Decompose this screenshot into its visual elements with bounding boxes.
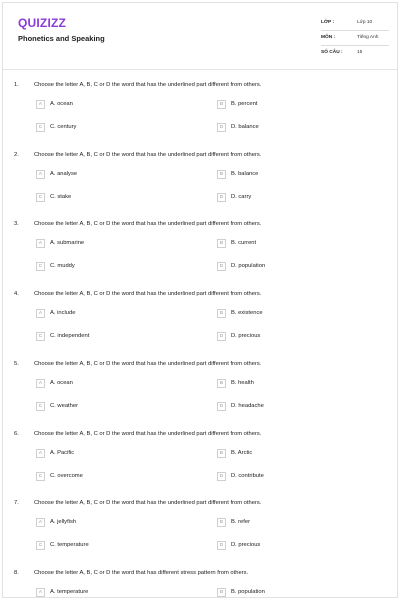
option-letter-box: D (217, 402, 226, 411)
option-letter-box: C (36, 402, 45, 411)
meta-key: MÔN : (321, 35, 336, 40)
question-text: Choose the letter A, B, C or D the word that has the underlined part different from others. (34, 360, 262, 367)
option-letter-box: B (217, 170, 226, 179)
option-text: D. balance (231, 124, 259, 130)
option-text: A. analyse (50, 170, 78, 177)
option-text: C. temperature (50, 542, 89, 549)
question-number: 8. (14, 569, 19, 576)
option-text: A. Pacific (50, 449, 75, 456)
question-block (3, 431, 397, 501)
question-number: 1. (14, 82, 19, 88)
option-letter-box: A (36, 379, 45, 388)
option-letter-box: A (36, 449, 45, 458)
option-text: D. population (231, 263, 266, 270)
option-text: A. ocean (50, 379, 73, 386)
question-text: Choose the letter A, B, C or D the word that has the underlined part different from others. (34, 221, 262, 228)
option-text: D. precious (231, 542, 261, 549)
option-letter-box: B (217, 100, 226, 109)
question-text: Choose the letter A, B, C or D the word that has the underlined part different from others. (34, 500, 262, 507)
option-text: B. balance (231, 170, 259, 177)
meta-table (321, 16, 389, 61)
option-text: A. submarine (50, 240, 85, 247)
option-text: D. precious (231, 333, 261, 340)
question-text: Choose the letter A, B, C or D the word that has the underlined part different from others. (34, 291, 262, 298)
question-number: 7. (14, 500, 19, 507)
question-number: 4. (14, 291, 19, 298)
option-letter-box: C (36, 541, 45, 550)
meta-value: 15 (357, 50, 363, 55)
option-text: A. temperature (50, 588, 89, 595)
option-letter-box: A (36, 239, 45, 248)
option-letter-box: A (36, 100, 45, 109)
option-letter-box: B (217, 379, 226, 388)
question-text: Choose the letter A, B, C or D the word that has the underlined part different from others. (34, 151, 262, 158)
option-text: B. existence (231, 310, 263, 317)
question-block (3, 500, 397, 570)
option-letter-box: C (36, 193, 45, 202)
option-text: D. headache (231, 402, 264, 409)
option-letter-box: A (36, 170, 45, 179)
meta-key: SỐ CÂU : (321, 50, 343, 55)
option-text: A. ocean (50, 101, 73, 107)
option-text: B. Arctic (231, 449, 253, 456)
option-text: A. jellyfish (50, 519, 77, 526)
worksheet-header (3, 3, 397, 69)
option-text: D. carry (231, 193, 252, 200)
option-letter-box: A (36, 588, 45, 597)
option-text: C. overcome (50, 472, 83, 479)
question-block (3, 221, 397, 291)
option-text: C. muddy (50, 263, 75, 270)
question-block (3, 152, 397, 222)
question-text: Choose the letter A, B, C or D the word that has different stress pattern from others. (34, 569, 249, 576)
question-text: Choose the letter A, B, C or D the word that has the underlined part different from others. (34, 430, 262, 437)
question-block (3, 82, 397, 152)
option-letter-box: C (36, 332, 45, 341)
option-letter-box: D (217, 123, 226, 132)
option-letter-box: B (217, 449, 226, 458)
option-text: B. refer (231, 519, 251, 526)
option-letter-box: D (217, 262, 226, 271)
option-text: C. independent (50, 333, 90, 340)
option-letter-box: B (217, 518, 226, 527)
meta-key: LỚP : (321, 20, 335, 25)
question-block (3, 570, 397, 598)
question-number: 5. (14, 360, 19, 367)
option-text: D. contribute (231, 472, 264, 479)
option-letter-box: D (217, 193, 226, 202)
worksheet-page (2, 2, 398, 598)
option-text: C. weather (50, 402, 79, 409)
meta-value: Tiếng Anh (357, 35, 379, 40)
option-letter-box: D (217, 541, 226, 550)
option-letter-box: D (217, 332, 226, 341)
worksheet-title: Phonetics and Speaking (18, 34, 105, 43)
option-text: C. century (50, 124, 77, 130)
option-text: B. population (231, 588, 265, 595)
header-divider (3, 69, 397, 70)
question-number: 3. (14, 221, 19, 228)
meta-row-count (321, 46, 389, 61)
option-letter-box: D (217, 472, 226, 481)
option-letter-box: A (36, 309, 45, 318)
option-letter-box: C (36, 123, 45, 132)
option-letter-box: B (217, 309, 226, 318)
option-letter-box: C (36, 262, 45, 271)
question-number: 6. (14, 430, 19, 437)
option-text: C. stake (50, 193, 72, 200)
option-letter-box: A (36, 518, 45, 527)
option-text: B. health (231, 379, 254, 386)
question-text: Choose the letter A, B, C or D the word that has the underlined part different from others. (34, 82, 262, 88)
meta-row-subject (321, 31, 389, 46)
option-letter-box: B (217, 239, 226, 248)
meta-row-class (321, 16, 389, 31)
question-block (3, 291, 397, 361)
option-letter-box: B (217, 588, 226, 597)
quizizz-logo: QUIZIZZ (18, 16, 67, 30)
option-letter-box: C (36, 472, 45, 481)
question-block (3, 361, 397, 431)
option-text: B. percent (231, 101, 258, 107)
meta-value: Lớp 10 (357, 20, 373, 25)
option-text: A. include (50, 310, 76, 317)
question-number: 2. (14, 151, 19, 158)
option-text: B. current (231, 240, 257, 247)
